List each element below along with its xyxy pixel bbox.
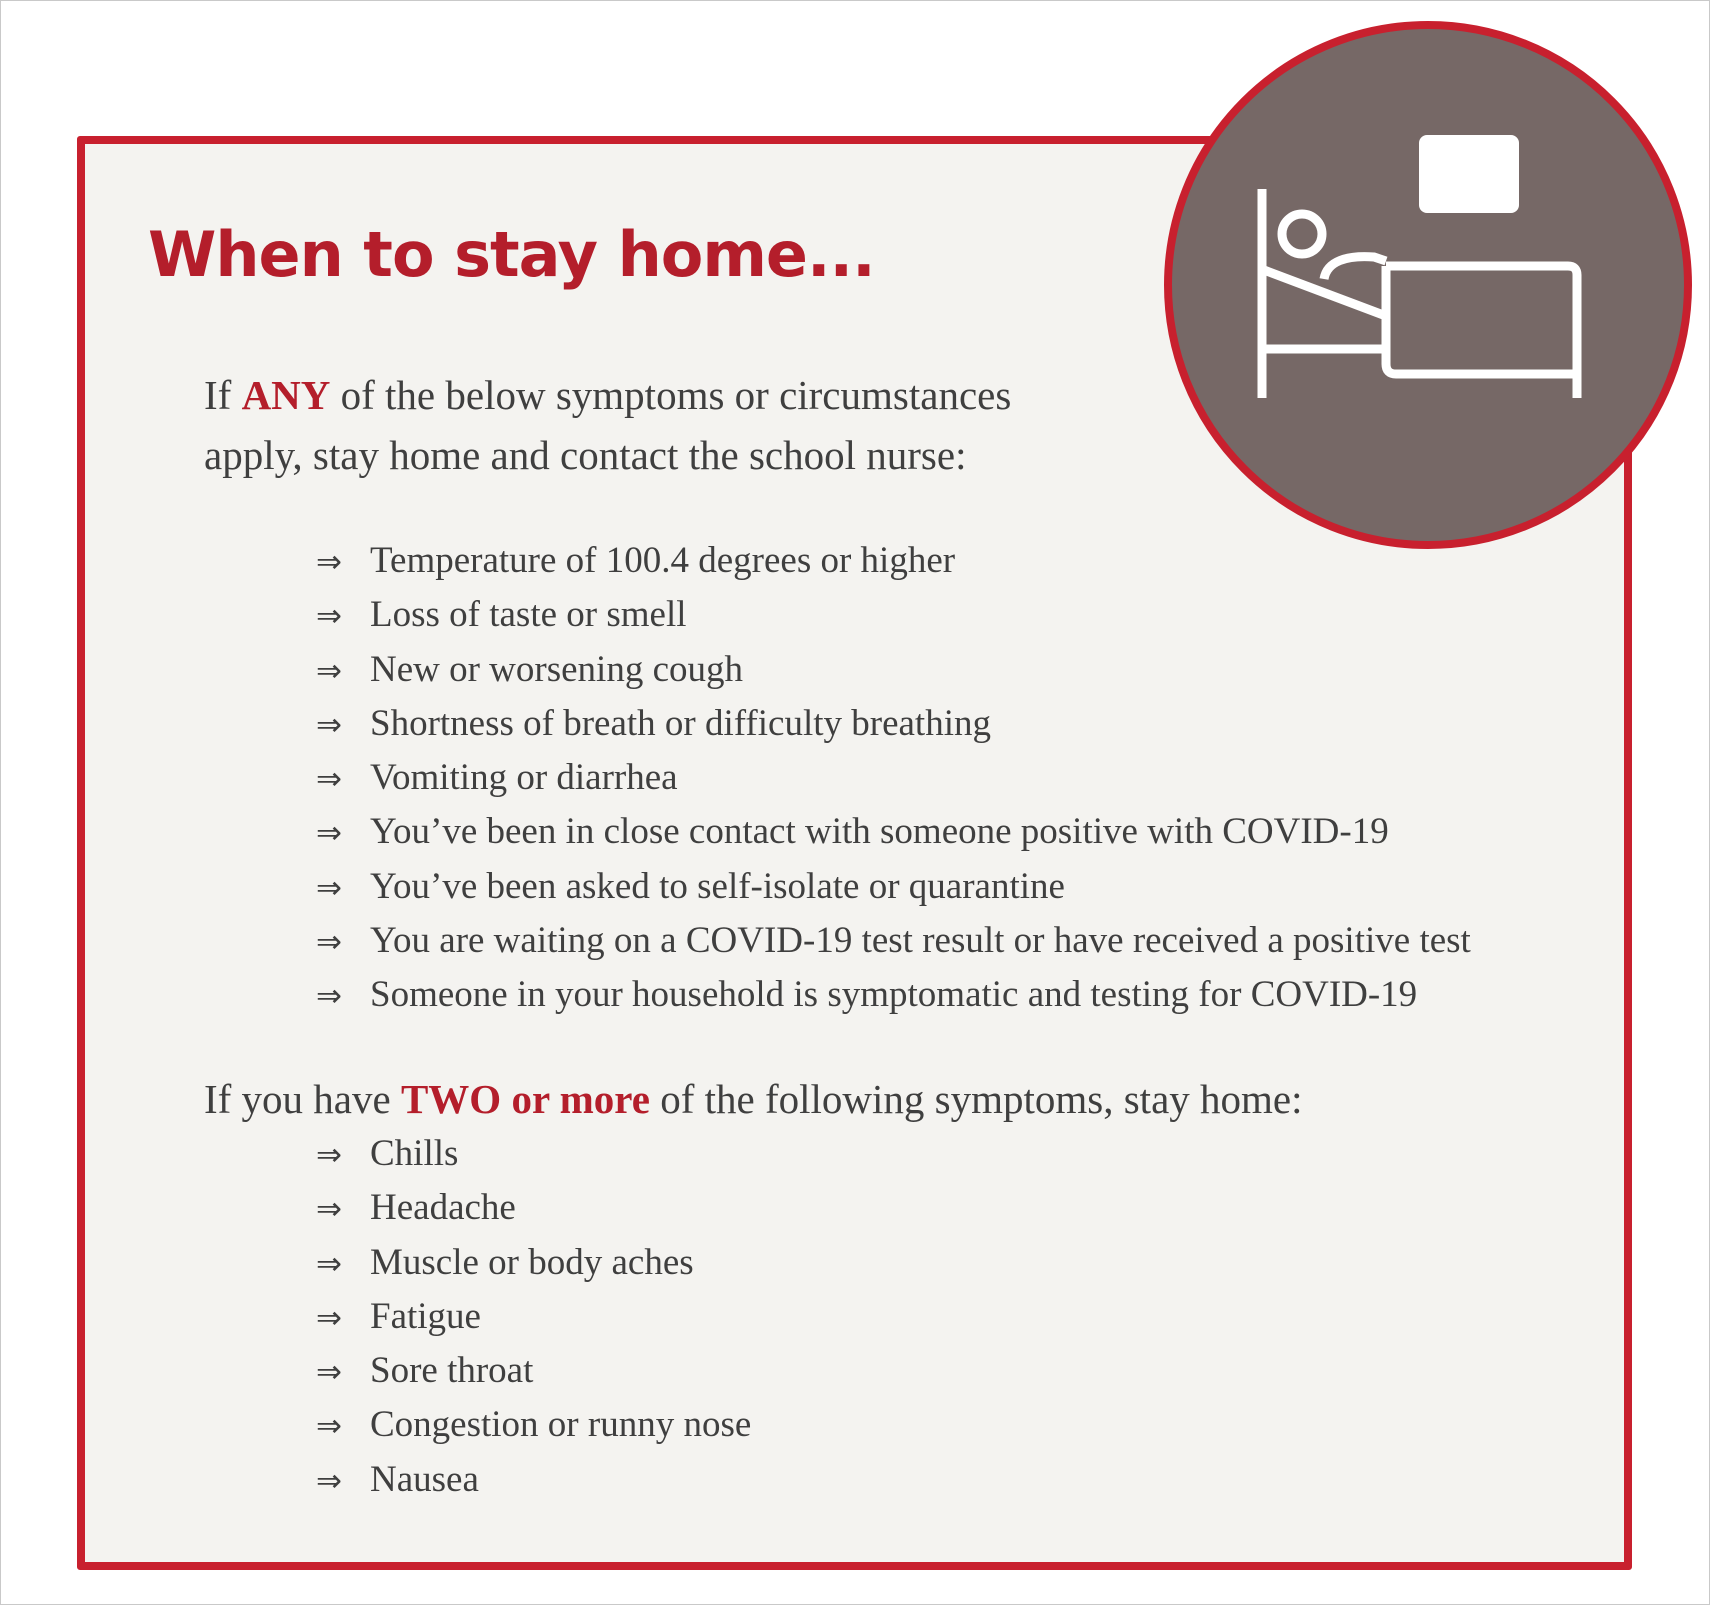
list-item bbox=[316, 751, 1471, 805]
list-item-label: Shortness of breath or difficulty breathing bbox=[370, 702, 991, 744]
list-item-label: You are waiting on a COVID-19 test result or have received a positive test bbox=[370, 920, 1471, 962]
list-item bbox=[316, 1398, 751, 1452]
list-item-label: Loss of taste or smell bbox=[370, 594, 687, 636]
double-arrow-icon: ⇒ bbox=[316, 1462, 342, 1499]
sick-in-bed-badge bbox=[1164, 21, 1692, 549]
list-item-label: Nausea bbox=[370, 1458, 479, 1500]
double-arrow-icon: ⇒ bbox=[316, 869, 342, 906]
double-arrow-icon: ⇒ bbox=[316, 706, 342, 743]
any-intro-suffix: of the below symptoms or circumstances apply, stay home and contact the school nurse: bbox=[204, 372, 1012, 478]
list-item bbox=[316, 968, 1471, 1022]
any-symptom-list bbox=[316, 534, 1471, 1023]
page-title: When to stay home... bbox=[148, 218, 875, 291]
list-item-label: You’ve been asked to self-isolate or quarantine bbox=[370, 865, 1065, 907]
list-item bbox=[316, 1127, 751, 1181]
double-arrow-icon: ⇒ bbox=[316, 761, 342, 798]
list-item-label: New or worsening cough bbox=[370, 648, 743, 690]
list-item bbox=[316, 860, 1471, 914]
list-item-label: Vomiting or diarrhea bbox=[370, 757, 678, 799]
list-item-label: Someone in your household is symptomatic and testing for COVID-19 bbox=[370, 974, 1418, 1016]
list-item-label: Temperature of 100.4 degrees or higher bbox=[370, 540, 956, 581]
list-item bbox=[316, 805, 1471, 859]
list-item bbox=[316, 588, 1471, 642]
list-item bbox=[316, 697, 1471, 751]
double-arrow-icon: ⇒ bbox=[316, 1245, 342, 1282]
list-item-label: Chills bbox=[370, 1133, 459, 1174]
double-arrow-icon: ⇒ bbox=[316, 1408, 342, 1445]
two-intro-text bbox=[204, 1069, 1303, 1129]
list-item-label: You’ve been in close contact with someone positive with COVID-19 bbox=[370, 811, 1389, 853]
list-item-label: Muscle or body aches bbox=[370, 1241, 694, 1283]
double-arrow-icon: ⇒ bbox=[316, 924, 342, 961]
double-arrow-icon: ⇒ bbox=[316, 598, 342, 635]
two-intro-prefix: If you have bbox=[204, 1076, 401, 1122]
list-item bbox=[316, 914, 1471, 968]
double-arrow-icon: ⇒ bbox=[316, 544, 342, 580]
double-arrow-icon: ⇒ bbox=[316, 978, 342, 1015]
any-emphasis: ANY bbox=[241, 372, 331, 418]
list-item bbox=[316, 1453, 751, 1507]
list-item-label: Sore throat bbox=[370, 1350, 534, 1392]
list-item bbox=[316, 534, 1471, 588]
list-item bbox=[316, 1181, 751, 1235]
list-item bbox=[316, 643, 1471, 697]
double-arrow-icon: ⇒ bbox=[316, 652, 342, 689]
two-symptom-list bbox=[316, 1127, 751, 1507]
sick-in-bed-icon bbox=[1172, 29, 1684, 541]
any-intro-text bbox=[204, 365, 1104, 485]
double-arrow-icon: ⇒ bbox=[316, 1299, 342, 1336]
list-item bbox=[316, 1236, 751, 1290]
double-arrow-icon: ⇒ bbox=[316, 815, 342, 852]
list-item-label: Headache bbox=[370, 1187, 516, 1229]
two-intro-suffix: of the following symptoms, stay home: bbox=[649, 1076, 1303, 1122]
list-item-label: Congestion or runny nose bbox=[370, 1404, 752, 1446]
list-item bbox=[316, 1290, 751, 1344]
double-arrow-icon: ⇒ bbox=[316, 1137, 342, 1173]
two-emphasis: TWO or more bbox=[400, 1076, 650, 1122]
double-arrow-icon: ⇒ bbox=[316, 1191, 342, 1228]
any-intro-prefix: If bbox=[204, 372, 242, 418]
double-arrow-icon: ⇒ bbox=[316, 1354, 342, 1391]
list-item-label: Fatigue bbox=[370, 1295, 481, 1337]
list-item bbox=[316, 1344, 751, 1398]
